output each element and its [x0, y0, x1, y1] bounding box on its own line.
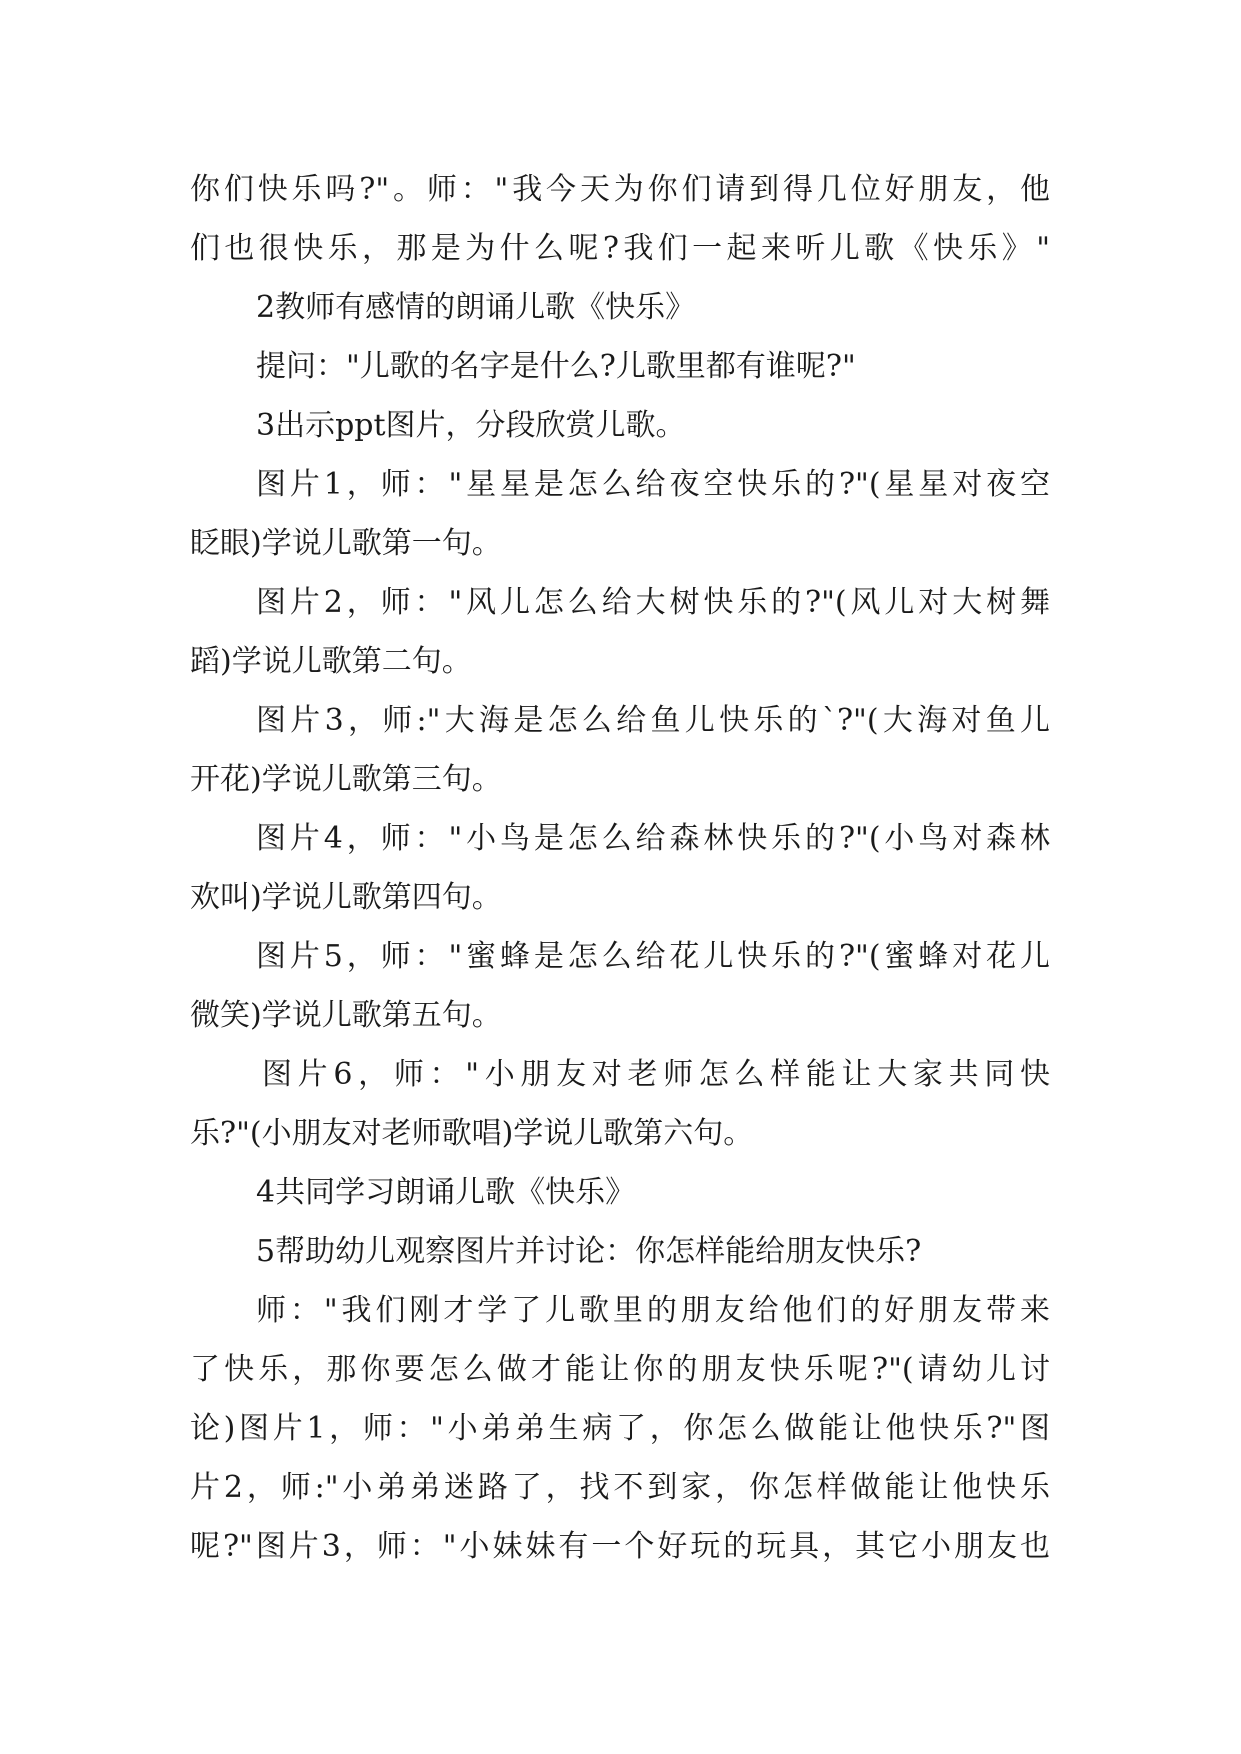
text-line: 微笑)学说儿歌第五句。: [190, 998, 502, 1033]
text-line: 乐?"(小朋友对老师歌唱)学说儿歌第六句。: [190, 1116, 754, 1151]
text-line: 图片2，师："风儿怎么给大树快乐的?"(风儿对大树舞: [256, 585, 1050, 620]
text-line: 开花)学说儿歌第三句。: [190, 762, 502, 797]
text-line: 3出示ppt图片，分段欣赏儿歌。: [256, 408, 686, 443]
text-line: 片2，师:"小弟弟迷路了，找不到家，你怎样做能让他快乐: [190, 1470, 1050, 1505]
text-line: 图片4，师："小鸟是怎么给森林快乐的?"(小鸟对森林: [256, 821, 1050, 856]
text-line: 呢?"图片3，师："小妹妹有一个好玩的玩具，其它小朋友也: [190, 1529, 1050, 1564]
text-line: 2教师有感情的朗诵儿歌《快乐》: [256, 290, 696, 325]
text-line: 了快乐，那你要怎么做才能让你的朋友快乐呢?"(请幼儿讨: [190, 1352, 1050, 1387]
text-line: 图片6，师："小朋友对老师怎么样能让大家共同快: [262, 1057, 1050, 1092]
text-line: 5帮助幼儿观察图片并讨论：你怎样能给朋友快乐?: [256, 1234, 922, 1269]
text-line: 们也很快乐，那是为什么呢?我们一起来听儿歌《快乐》": [190, 231, 1050, 266]
text-line: 论)图片1，师："小弟弟生病了，你怎么做能让他快乐?"图: [190, 1411, 1050, 1446]
document-body: [190, 160, 1050, 1576]
text-line: 欢叫)学说儿歌第四句。: [190, 880, 502, 915]
text-line: 蹈)学说儿歌第二句。: [190, 644, 472, 679]
text-line: 提问："儿歌的名字是什么?儿歌里都有谁呢?": [256, 349, 856, 384]
text-line: 眨眼)学说儿歌第一句。: [190, 526, 502, 561]
text-line: 你们快乐吗?"。师："我今天为你们请到得几位好朋友，他: [190, 172, 1050, 207]
text-line: 4共同学习朗诵儿歌《快乐》: [256, 1175, 636, 1210]
text-line: 图片3，师:"大海是怎么给鱼儿快乐的`?"(大海对鱼儿: [256, 703, 1050, 738]
text-line: 图片1，师："星星是怎么给夜空快乐的?"(星星对夜空: [256, 467, 1050, 502]
text-line: 图片5，师："蜜蜂是怎么给花儿快乐的?"(蜜蜂对花儿: [256, 939, 1050, 974]
text-line: 师："我们刚才学了儿歌里的朋友给他们的好朋友带来: [256, 1293, 1050, 1328]
